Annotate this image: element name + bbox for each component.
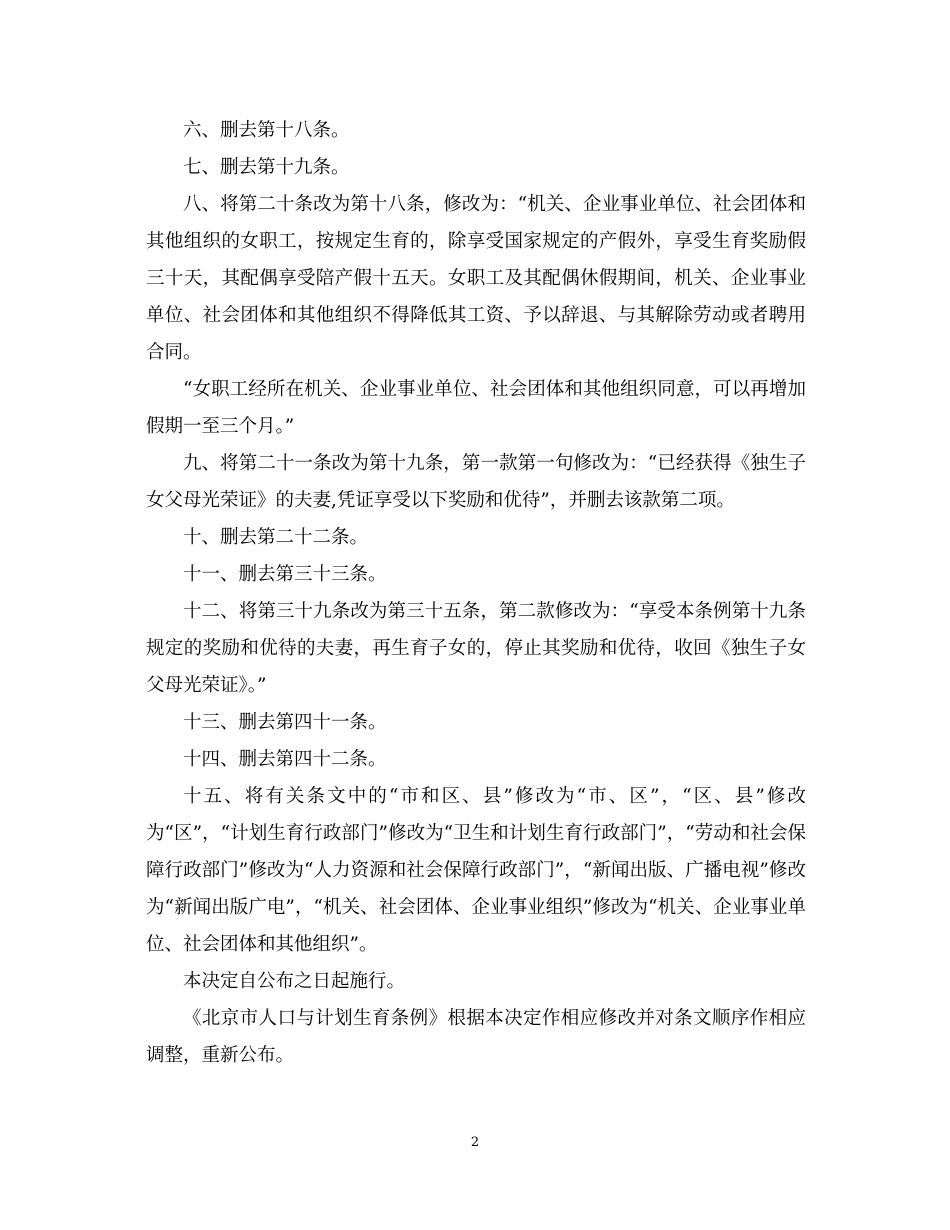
paragraph-item-11: 十一、删去第三十三条。 [183,564,387,585]
paragraph-item-6: 六、删去第十八条。 [183,120,350,141]
paragraph-item-12: 十二、将第三十九条改为第三十五条，第二款修改为：“享受本条例第十九条规定的奖励和优待的夫妻，再生育子女的，停止其奖励和优待，收回《独生子女父母光荣证》。” [146,601,806,696]
paragraph-effective-date: 本决定自公布之日起施行。 [183,971,406,992]
paragraph-item-9: 九、将第二十一条改为第十九条，第一款第一句修改为：“已经获得《独生子女父母光荣证》的夫妻,凭证享受以下奖励和优待”，并删去该款第二项。 [146,453,806,511]
paragraph-item-15: 十五、将有关条文中的“市和区、县”修改为“市、区”，“区、县”修改为“区”，“计划生育行政部门”修改为“卫生和计划生育行政部门”，“劳动和社会保障行政部门”修改为“人力资源和社会保障行政部门”，“新闻出版、广播电视”修改为“新闻出版广电”，“机关、社会团体、企业事业组织”修改为“机关、企业事业单位、社会团体和其他组织”。 [146,786,806,955]
paragraph-item-7: 七、删去第十九条。 [183,157,350,178]
paragraph-item-8-continued: “女职工经所在机关、企业事业单位、社会团体和其他组织同意，可以再增加假期一至三个月。” [146,379,806,437]
page-number: 2 [470,1135,480,1150]
paragraph-item-13: 十三、删去第四十一条。 [183,712,387,733]
paragraph-item-10: 十、删去第二十二条。 [183,527,369,548]
paragraph-item-14: 十四、删去第四十二条。 [183,749,387,770]
document-body [146,112,806,1074]
paragraph-republication: 《北京市人口与计划生育条例》根据本决定作相应修改并对条文顺序作相应调整，重新公布。 [146,1008,806,1066]
paragraph-item-8: 八、将第二十条改为第十八条，修改为：“机关、企业事业单位、社会团体和其他组织的女职工，按规定生育的，除享受国家规定的产假外，享受生育奖励假三十天，其配偶享受陪产假十五天。女职工及其配偶休假期间，机关、企业事业单位、社会团体和其他组织不得降低其工资、予以辞退、与其解除劳动或者聘用合同。 [146,194,806,363]
